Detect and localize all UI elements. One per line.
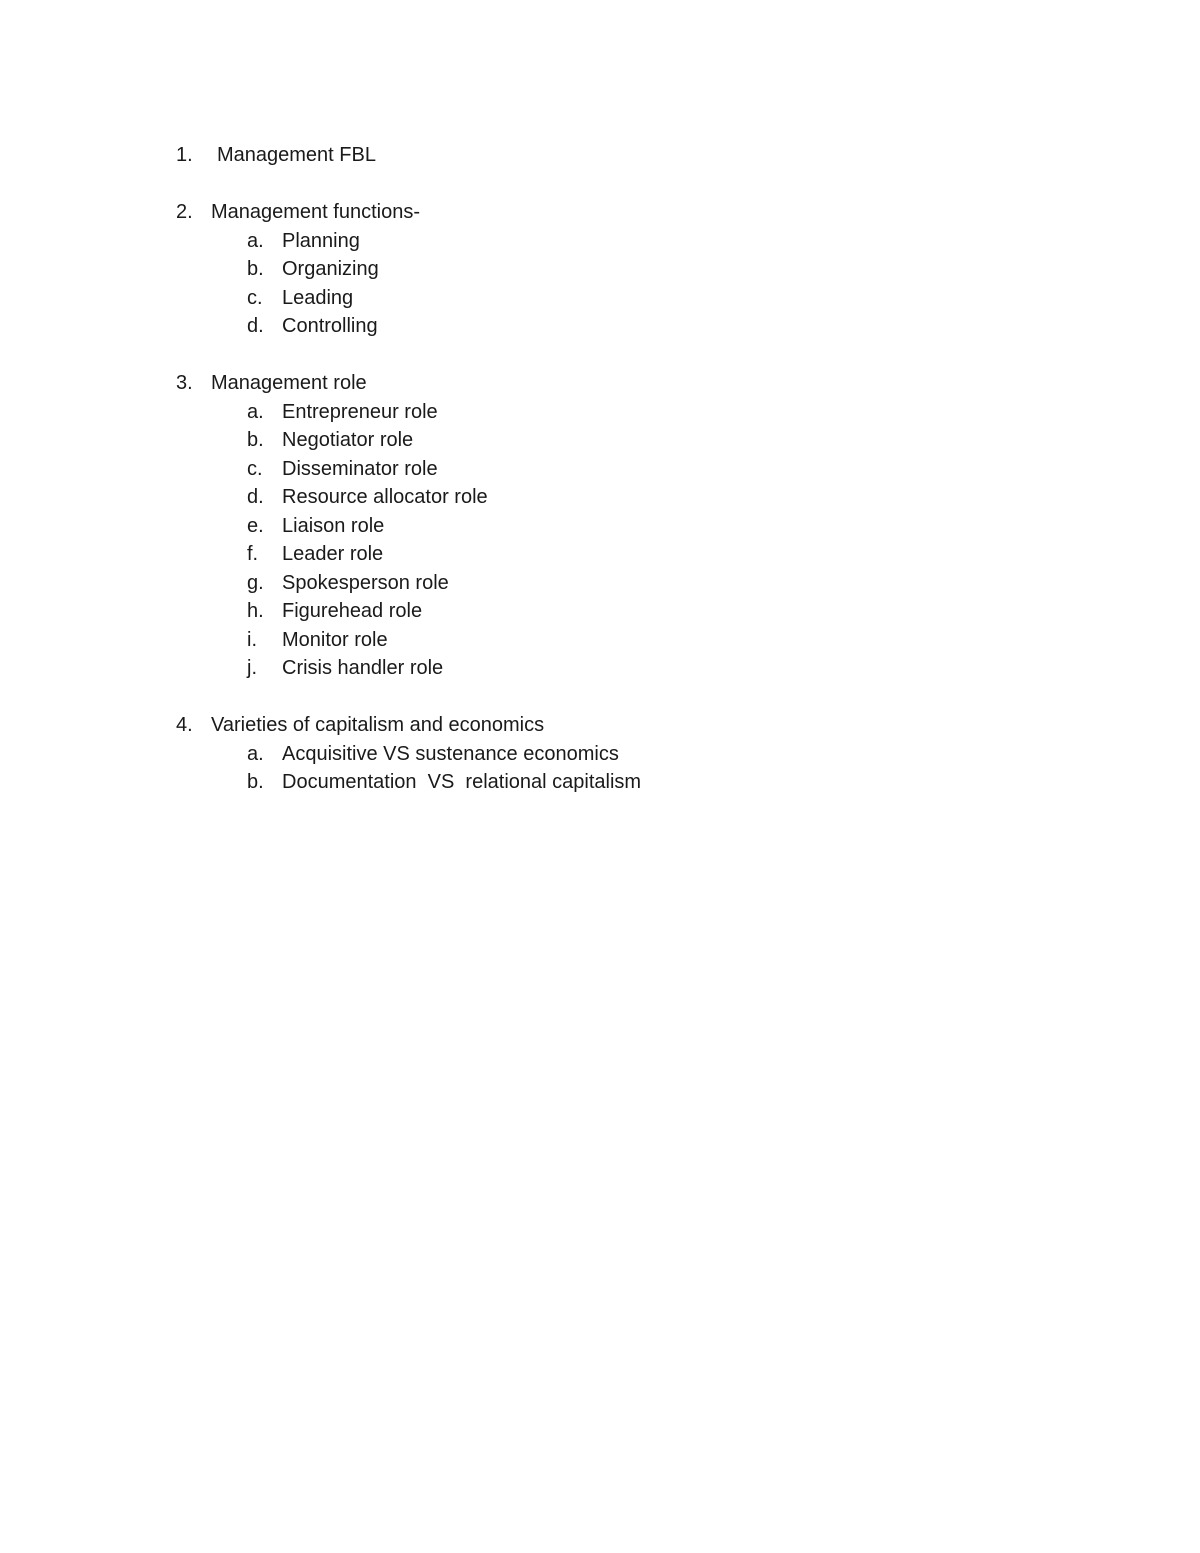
sub-item-text: Monitor role — [282, 628, 388, 651]
sub-item — [247, 512, 641, 541]
sub-item — [247, 455, 641, 484]
sub-item-letter: g. — [247, 571, 264, 594]
sub-item-text: Resource allocator role — [282, 486, 488, 508]
sub-item — [247, 426, 641, 455]
outline-list — [176, 141, 641, 825]
sub-item-text: Leader role — [282, 543, 384, 565]
outline-item-1 — [176, 141, 641, 170]
sub-item — [247, 569, 641, 598]
item-text: Management FBL — [217, 144, 376, 166]
item-text: Management role — [211, 372, 367, 394]
sub-item-letter: a. — [247, 229, 264, 252]
item-text: Varieties of capitalism and economics — [211, 714, 545, 736]
item-text: Management functions- — [211, 201, 421, 223]
sub-item-letter: c. — [247, 286, 263, 309]
sub-item-letter: d. — [247, 486, 264, 508]
sub-item — [247, 768, 641, 797]
outline-item-2 — [176, 198, 641, 341]
sub-item-text: Entrepreneur role — [282, 400, 438, 423]
sub-list — [176, 740, 641, 797]
sub-item-text: Acquisitive VS sustenance economics — [282, 742, 619, 765]
sub-item-letter: b. — [247, 771, 264, 793]
item-number: 4. — [176, 714, 193, 736]
sub-item-letter: e. — [247, 514, 264, 537]
sub-item-text: Leading — [282, 286, 354, 309]
sub-item — [247, 597, 641, 626]
sub-item-letter: b. — [247, 429, 264, 451]
sub-item-text: Disseminator role — [282, 457, 438, 480]
sub-item-text: Planning — [282, 229, 360, 252]
sub-item-text: Crisis handler role — [282, 657, 444, 679]
sub-item-text: Documentation VS relational capitalism — [282, 771, 642, 793]
sub-item-letter: i. — [247, 628, 257, 651]
sub-item-letter: b. — [247, 258, 264, 280]
sub-item-text: Controlling — [282, 315, 378, 337]
sub-item-text: Organizing — [282, 258, 379, 280]
sub-item — [247, 227, 641, 256]
sub-item-letter: f. — [247, 543, 259, 565]
outline-item-4 — [176, 711, 641, 797]
item-number: 2. — [176, 201, 193, 223]
sub-item — [247, 284, 641, 313]
sub-item-letter: c. — [247, 457, 263, 480]
sub-item-letter: a. — [247, 400, 264, 423]
item-number: 3. — [176, 372, 193, 394]
sub-item — [247, 398, 641, 427]
sub-item — [247, 312, 641, 341]
sub-item — [247, 483, 641, 512]
item-number: 1. — [176, 144, 193, 166]
sub-item-letter: h. — [247, 600, 264, 622]
sub-item — [247, 654, 641, 683]
sub-item-letter: a. — [247, 742, 264, 765]
sub-list — [176, 227, 641, 341]
sub-list — [176, 398, 641, 683]
sub-item-text: Liaison role — [282, 514, 385, 537]
sub-item-letter: j. — [247, 657, 257, 679]
sub-item — [247, 626, 641, 655]
sub-item-text: Figurehead role — [282, 600, 423, 622]
sub-item-letter: d. — [247, 315, 264, 337]
outline-item-3 — [176, 369, 641, 683]
sub-item-text: Spokesperson role — [282, 571, 449, 594]
sub-item — [247, 740, 641, 769]
sub-item — [247, 540, 641, 569]
sub-item-text: Negotiator role — [282, 429, 414, 451]
sub-item — [247, 255, 641, 284]
